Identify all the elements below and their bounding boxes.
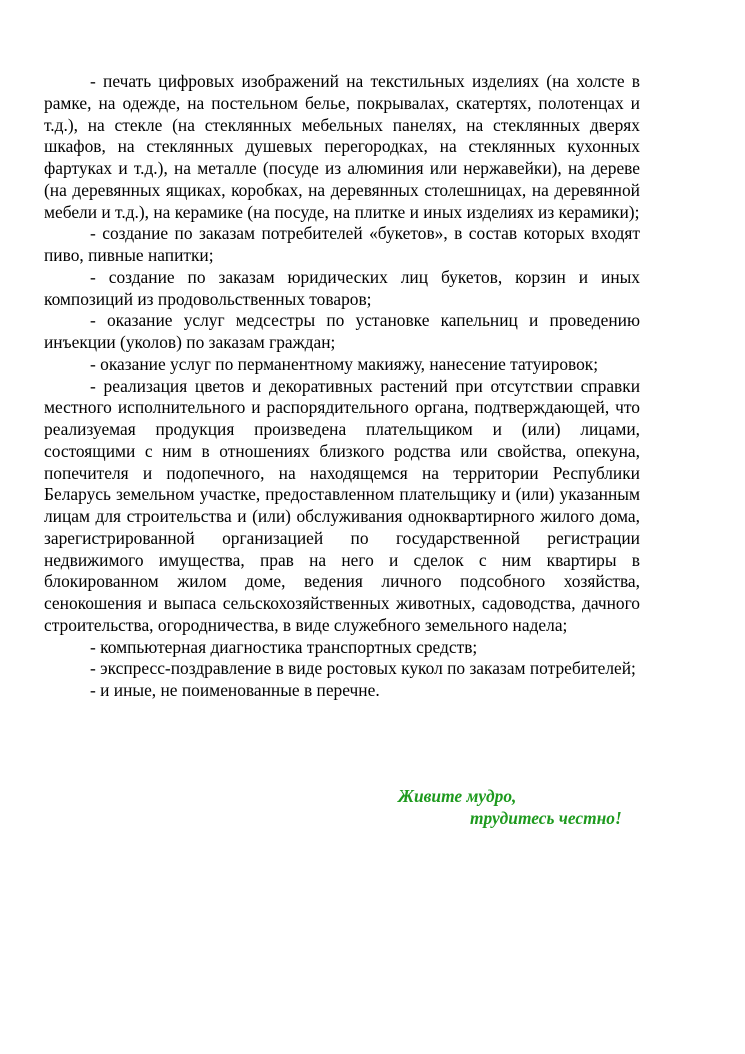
- list-item: - и иные, не поименованные в перечне.: [90, 680, 380, 700]
- list-item: - создание по заказам юридических лиц букетов, корзин и иных композиций из продовольственных товаров;: [44, 266, 640, 309]
- list-item: - реализация цветов и декоративных растений при отсутствии справки местного исполнительного и распорядительного органа, подтверждающей, что реализуемая продукция произведена плательщиком и (или) лицами, состоящими с ним в отношениях близкого родства или свойства, опекуна, попечителя и подопечного, на находящемся на территории Республики Беларусь земельном участке, предоставленном плательщику и (или) указанным лицам для строительства и (или) обслуживания одноквартирного жилого дома, зарегистрированной организацией по государственной регистрации недвижимого имущества, прав на него и сделок с ним квартиры в блокированном жилом доме, ведения личного подсобного хозяйства, сенокошения и выпаса сельскохозяйственных животных, садоводства, дачного строительства, огородничества, в виде служебного земельного надела;: [44, 375, 640, 635]
- list-item: - создание по заказам потребителей «букетов», в состав которых входят пиво, пивные напитки;: [44, 223, 640, 265]
- list-item: - оказание услуг медсестры по установке капельниц и проведению инъекции (уколов) по заказам граждан;: [44, 310, 640, 352]
- list-item: - печать цифровых изображений на текстильных изделиях (на холсте в рамке, на одежде, на постельном белье, покрывалах, скатертях, полотенцах и т.д.), на стекле (на стеклянных мебельных панелях, на стеклянных дверях шкафов, на стеклянных душевых перегородках, на стеклянных кухонных фартуках и т.д.), на металле (посуде из алюминия или нержавейки), на дереве (на деревянных ящиках, коробках, на деревянных столешницах, на деревянной мебели и т.д.), на керамике (на посуде, на плитке и иных изделиях из керамики);: [44, 71, 640, 222]
- service-list: [44, 71, 640, 702]
- list-item: - компьютерная диагностика транспортных средств;: [90, 636, 478, 657]
- motto-line-1: Живите мудро,: [398, 786, 517, 806]
- motto-line-2: трудитесь честно!: [470, 808, 622, 828]
- list-item: - оказание услуг по перманентному макияжу, нанесение татуировок;: [90, 353, 599, 374]
- list-item: - экспресс-поздравление в виде ростовых кукол по заказам потребителей;: [90, 658, 636, 679]
